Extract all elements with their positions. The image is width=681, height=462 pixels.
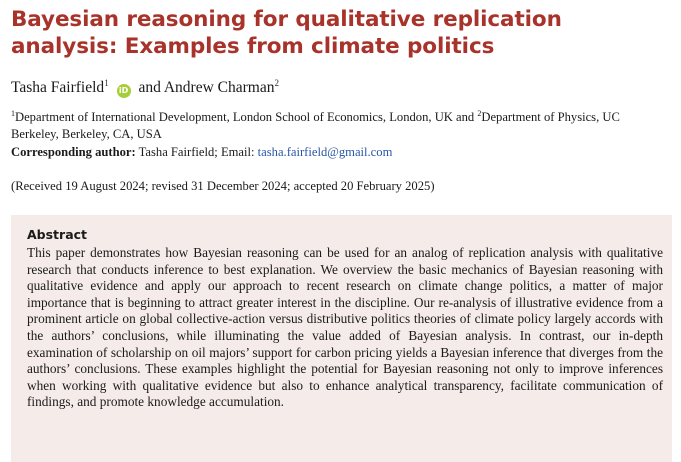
corresponding-label: Corresponding author: [11,145,136,159]
affiliation-text: Department of Physics, UC Berkeley, Berkeley, CA, USA [11,110,620,141]
corresponding-name: Tasha Fairfield; Email: [138,145,258,159]
affiliation-marker: 1 [11,108,15,118]
author-name: Andrew Charman [163,79,275,96]
corresponding-author [11,144,392,160]
affiliation-text: Department of International Development, London School of Economics, London, UK and [15,110,478,124]
abstract-box [11,215,672,462]
abstract-heading: Abstract [27,227,88,242]
author-connector: and [138,79,161,96]
affiliation-marker: 1 [104,77,109,88]
received-dates: (Received 19 August 2024; revised 31 December 2024; accepted 20 February 2025) [11,179,435,193]
affiliation-marker: 2 [477,108,482,118]
email-link[interactable]: tasha.fairfield@gmail.com [257,145,393,159]
paper-title: Bayesian reasoning for qualitative replication analysis: Examples from climate politics [11,7,562,59]
affiliation-marker: 2 [274,77,279,88]
abstract-text: This paper demonstrates how Bayesian reasoning can be used for an analog of replication analysis with qualitative research that conducts inference to best explanation. We overview the basic mechanics of Bayesian reasoning with qualitative evidence and apply our approach to recent research on climate change politics, a matter of major importance that is beginning to attract greater interest in the discipline. Our re-analysis of illustrative evidence from a prominent article on global collective-action versus distributive politics theories of climate policy largely accords with the authors’ conclusions, while illuminating the value added of Bayesian analysis. In contrast, our in-depth examination of scholarship on oil majors’ support for carbon pricing yields a Bayesian inference that diverges from the authors’ conclusions. These examples highlight the potential for Bayesian reasoning not only to improve inferences when working with qualitative evidence but also to enhance analytical transparency, facilitate communication of findings, and promote knowledge accumulation. [27,245,663,410]
author-name: Tasha Fairfield [11,79,105,96]
author-line [11,78,279,98]
affiliations [11,109,661,143]
orcid-icon[interactable]: iD [117,84,131,98]
